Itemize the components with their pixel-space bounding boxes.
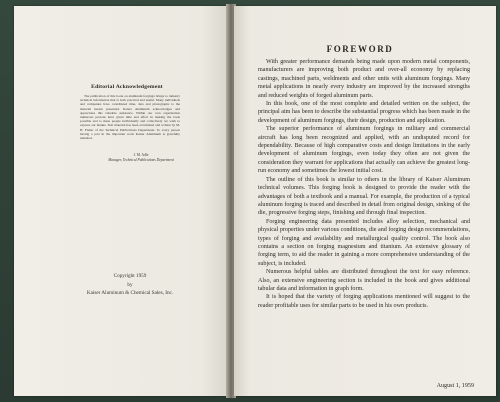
foreword-date: August 1, 1959 [436, 383, 474, 389]
foreword-title: FOREWORD [326, 44, 394, 54]
acknowledgement-paragraph: The publication of this book on aluminum forgings brings to industry technical information that is both practical and useful. Many individuals and companies have contributed time, data and photographs to the material herein presented. Kaiser Aluminum acknowledges and appreciates this valuable assistance. Within our own organization numerous persons have given time and effort in making the book possible and to these people individually and collectively we wish to express our thanks. Text material has been scrutinized and written by M. H. Fisher of the Technical Publications Department. To every person having a part in the important work Kaiser Aluminum is gratefully indebted. [80, 94, 180, 141]
acknowledgement-signature [96, 153, 186, 162]
copyright-holder: Kaiser Aluminum & Chemical Sales, Inc. [86, 290, 174, 297]
foreword-paragraph: With greater performance demands being made upon modern metal components, manufacturers are improving both product and over-all economy by replacing castings, machined parts, weldments and other units with aluminum forgings. Many metal applications in nearly every industry are improved by the increased strengths and reduced weights of forged aluminum parts. [258, 59, 470, 99]
foreword-body [258, 58, 470, 310]
foreword-paragraph: The superior performance of aluminum forgings in military and commercial aircraft has long been recognized and applied, with an undisputed record for dependability. Because of high comparative costs and design limitations in the early development of aluminum forgings, even today they often are not given the consideration they warrant for applications that actually can achieve the greatest long-run economy and sometimes the lowest initial cost. [258, 126, 470, 175]
acknowledgement-body [80, 94, 180, 140]
copyright-line: Copyright 1959 [113, 273, 147, 279]
copyright-by: by [127, 281, 133, 288]
foreword-paragraph: Forging engineering data presented includes alloy selection, mechanical and physical properties under various conditions, die and forging design recommendations, types of forging and availability and metallurgical quality control. The book also contains a section on forging magnesium and titanium. An extensive glossary of forging term, to aid the reader in gaining a more comprehensive understanding of the subject, is included. [258, 218, 470, 267]
acknowledgement-title: Editorial Acknowledgement [91, 84, 163, 90]
signature-name: J. M. Adle [133, 153, 149, 157]
left-page [14, 6, 228, 396]
foreword-paragraph: The outline of this book is similar to others in the library of Kaiser Aluminum technical volumes. This forging book is designed to provide the reader with the advantages of both a textbook and a manual. For example, the production of a typical aluminum forging is traced and described in detail from original design, sinking of the die, progressive forging steps, finishing and through final inspection. [258, 176, 470, 217]
foreword-paragraph: Numerous helpful tables are distributed throughout the text for easy reference. Also, an extensive engineering section is included in the book and gives additional tabular data and information in graph form. [258, 269, 470, 292]
signature-role: Manager, Technical Publications Department [108, 157, 174, 162]
foreword-paragraph: In this book, one of the most complete and detailed written on the subject, the principal aim has been to describe the substantial progress which has been made in the development of aluminum forgings, their design, production and application. [258, 101, 470, 124]
copyright-notice [60, 272, 200, 298]
foreword-paragraph: It is hoped that the variety of forging applications mentioned will suggest to the reader profitable uses for similar parts to be used in his own products. [258, 294, 470, 309]
